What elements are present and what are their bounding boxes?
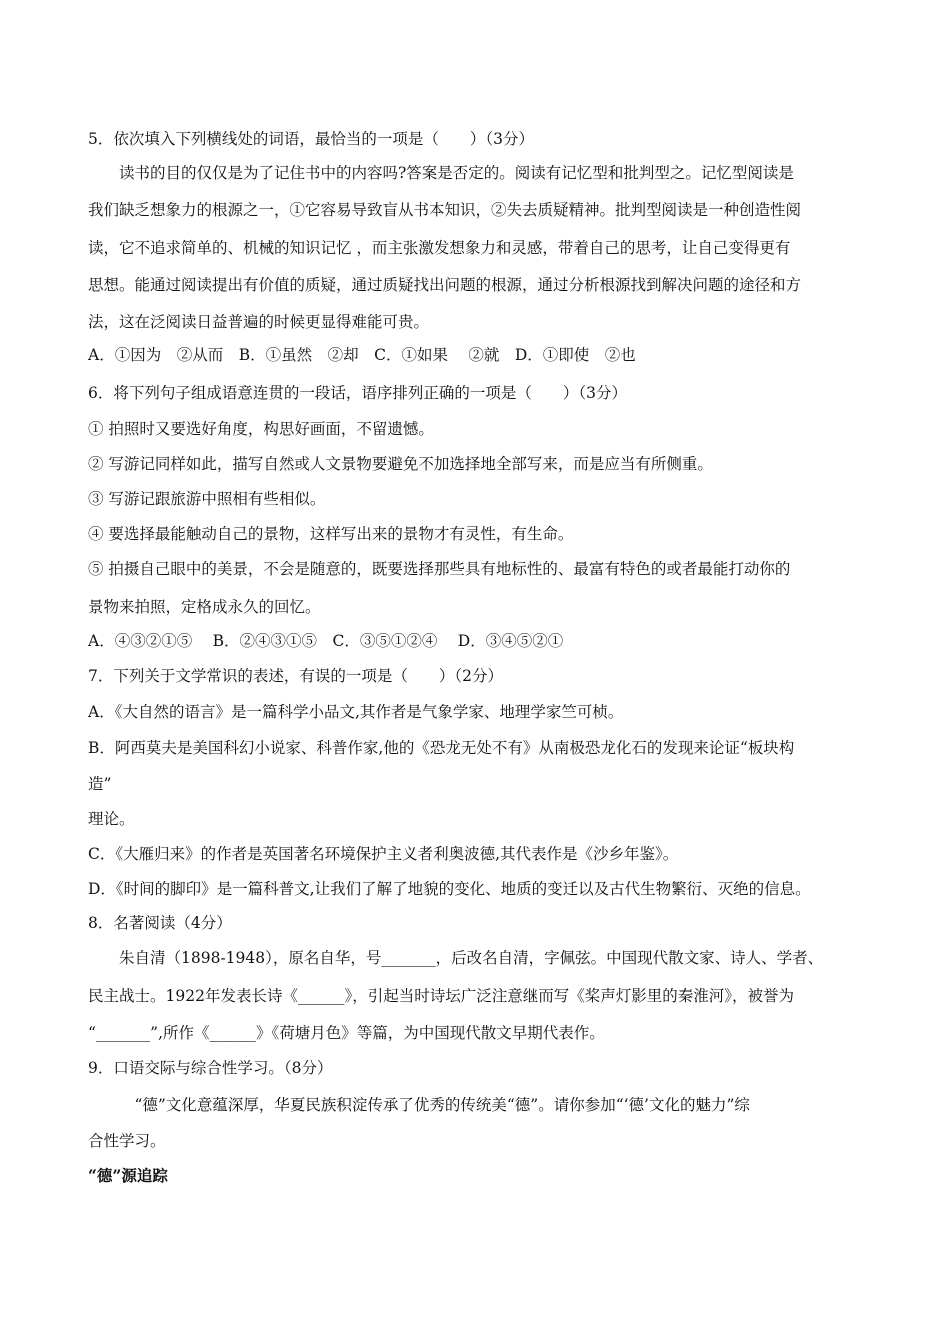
question-7-option-c: C．《大雁归来》的作者是英国著名环境保护主义者利奥波德,其代表作是《沙乡年鉴》。 <box>88 845 679 863</box>
question-5-passage-line-5: 法，这在泛阅读日益普遍的时候更显得难能可贵。 <box>88 313 430 331</box>
question-5-passage-line-1: 读书的目的仅仅是为了记住书中的内容吗?答案是否定的。阅读有记忆型和批判型之。记忆型阅读是 <box>88 164 794 182</box>
question-5-passage-line-4: 思想。能通过阅读提出有价值的质疑，通过质疑找出问题的根源，通过分析根源找到解决问题的途径和方 <box>88 276 802 294</box>
question-6-sentence-5: ⑤ 拍摄自己眼中的美景，不会是随意的，既要选择那些具有地标性的、最富有特色的或者最能打动你的 <box>88 560 791 578</box>
question-5-options: A．①因为 ②从而 B．①虽然 ②却 C．①如果 ②就 D．①即使 ②也 <box>88 346 636 364</box>
question-8-passage-line-3: “_______”,所作《______》《荷塘月色》等篇，为中国现代散文早期代表作。 <box>88 1024 605 1042</box>
question-6-stem: 6．将下列句子组成语意连贯的一段话，语序排列正确的一项是（ ）（3分） <box>88 384 627 402</box>
question-6-sentence-5-cont: 景物来拍照，定格成永久的回忆。 <box>88 598 321 616</box>
section-heading-de-origin: “德”源追踪 <box>88 1166 168 1185</box>
question-7-option-b-cont-1: 造” <box>88 775 112 793</box>
question-9-stem: 9．口语交际与综合性学习。（8分） <box>88 1059 333 1077</box>
question-8-passage-line-2: 民主战士。1922年发表长诗《______》，引起当时诗坛广泛注意继而写《桨声灯影里的秦淮河》，被誉为 <box>88 987 794 1005</box>
question-8-stem: 8．名著阅读（4分） <box>88 914 232 932</box>
question-5-passage-line-3: 读，它不追求简单的、机械的知识记忆 ，而主张激发想象力和灵感，带着自己的思考，让自己变得更有 <box>88 239 791 257</box>
question-6-sentence-2: ② 写游记同样如此，描写自然或人文景物要避免不加选择地全部写来，而是应当有所侧重。 <box>88 455 713 473</box>
question-7-option-b: B．阿西莫夫是美国科幻小说家、科普作家,他的《恐龙无处不有》从南极恐龙化石的发现来论证“板块构 <box>88 739 795 757</box>
question-7-option-d: D．《时间的脚印》是一篇科普文,让我们了解了地貌的变化、地质的变迁以及古代生物繁衍、灭绝的信息。 <box>88 880 811 898</box>
question-8-passage-line-1: 朱自清（1898-1948），原名自华，号_______，后改名自清，字佩弦。中国现代散文家、诗人、学者、 <box>88 949 824 967</box>
question-7-option-b-cont-2: 理论。 <box>88 810 135 828</box>
question-6-sentence-1: ① 拍照时又要选好角度，构思好画面，不留遗憾。 <box>88 420 434 438</box>
question-7-stem: 7．下列关于文学常识的表述，有误的一项是（ ）（2分） <box>88 667 503 685</box>
question-9-intro-line-1: “德”文化意蕴深厚，华夏民族积淀传承了优秀的传统美“德”。请你参加“‘德’文化的魅力”综 <box>88 1096 750 1114</box>
question-5-passage-line-2: 我们缺乏想象力的根源之一，①它容易导致盲从书本知识，②失去质疑精神。批判型阅读是一种创造性阅 <box>88 201 802 219</box>
question-6-sentence-3: ③ 写游记跟旅游中照相有些相似。 <box>88 490 326 508</box>
question-9-intro-line-2: 合性学习。 <box>88 1132 166 1150</box>
question-6-options: A．④③②①⑤ B．②④③①⑤ C．③⑤①②④ D．③④⑤②① <box>88 632 564 650</box>
question-6-sentence-4: ④ 要选择最能触动自己的景物，这样写出来的景物才有灵性，有生命。 <box>88 525 574 543</box>
question-5-stem: 5．依次填入下列横线处的词语，最恰当的一项是（ ）（3分） <box>88 130 534 148</box>
question-7-option-a: A．《大自然的语言》是一篇科学小品文,其作者是气象学家、地理学家竺可桢。 <box>88 703 624 721</box>
